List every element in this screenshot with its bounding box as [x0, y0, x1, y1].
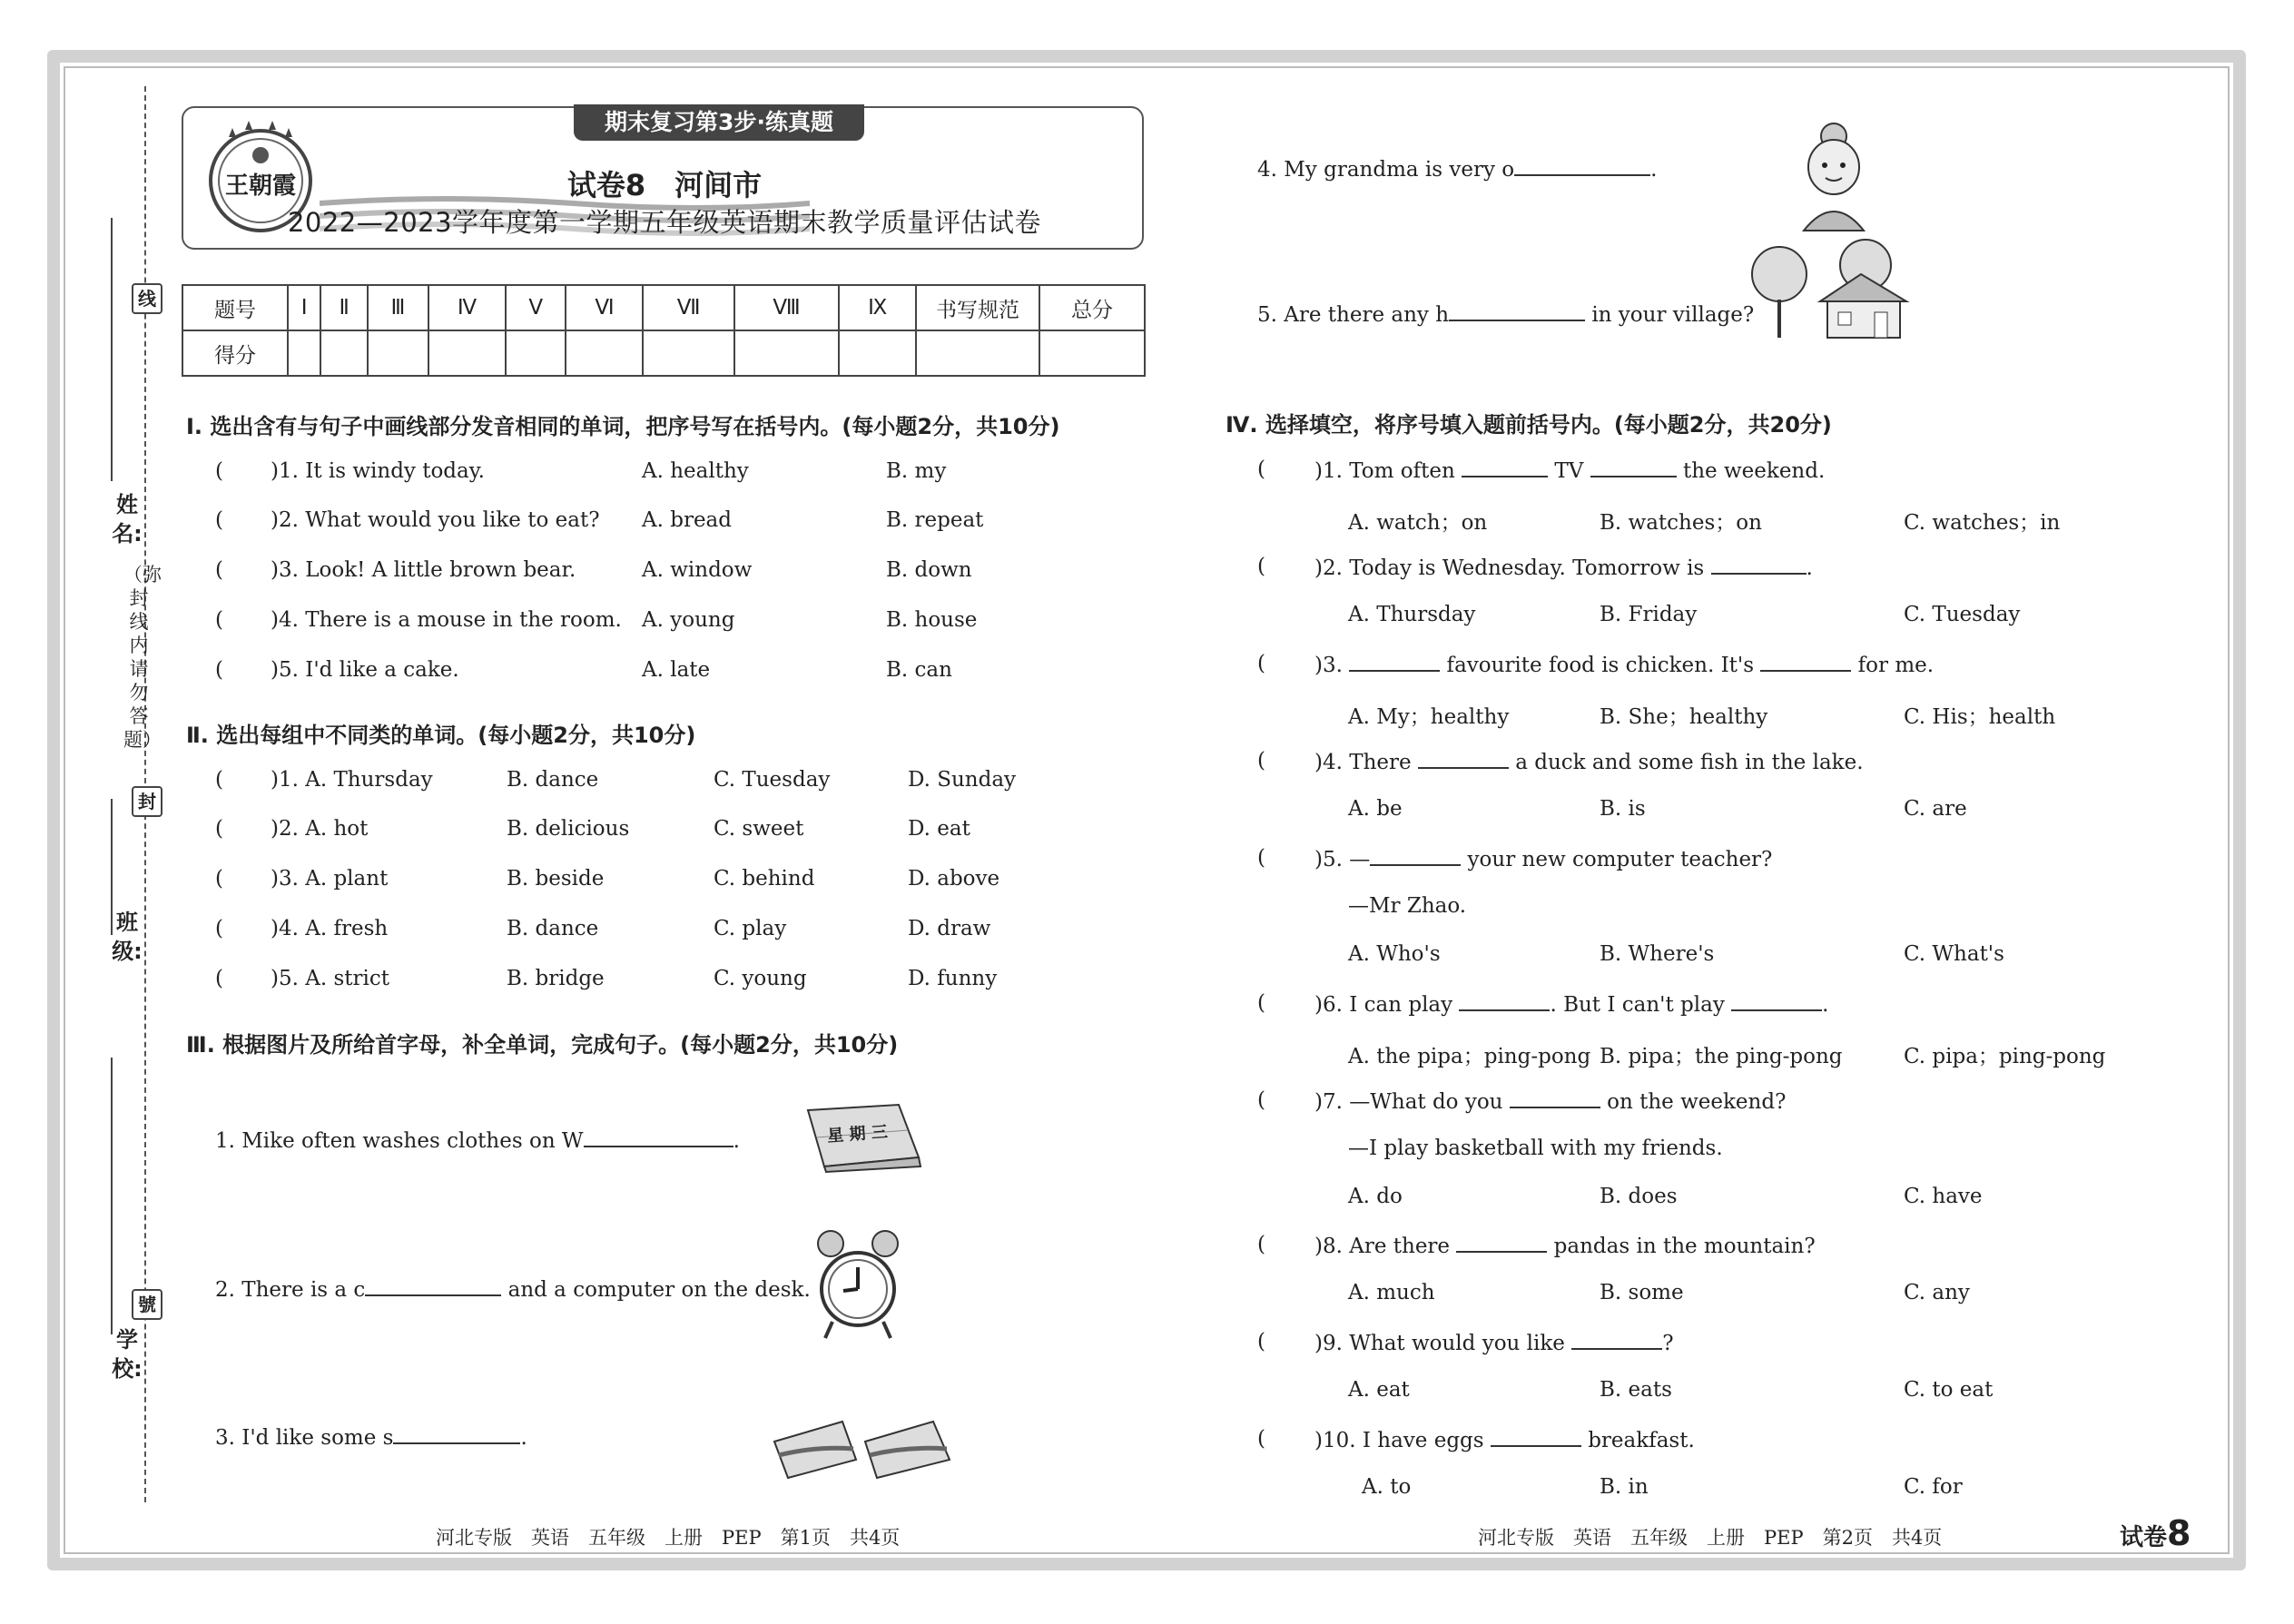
section-1-title: Ⅰ. 选出含有与句子中画线部分发音相同的单词，把序号写在括号内。(每小题2分，共10分): [186, 414, 1060, 439]
option-b: B. beside: [507, 867, 605, 891]
answer-paren[interactable]: (: [1257, 458, 1265, 481]
question-text: 2. There is a c: [215, 1278, 366, 1302]
answer-blank[interactable]: [1449, 301, 1585, 321]
score-input-cell[interactable]: [428, 330, 506, 376]
score-input-cell[interactable]: [368, 330, 428, 376]
question-text: )2. Today is Wednesday. Tomorrow is .: [1314, 556, 1813, 580]
question-text: )9. What would you like ?: [1314, 1332, 1674, 1355]
answer-paren[interactable]: (: [215, 508, 223, 532]
answer-paren[interactable]: (: [1257, 1330, 1265, 1353]
option-c: C. pipa；ping-pong: [1904, 1045, 2106, 1068]
option-b: B. watches；on: [1600, 511, 1762, 535]
option-b: B. down: [886, 558, 972, 582]
score-input-cell[interactable]: [288, 330, 320, 376]
option-b: B. Friday: [1600, 603, 1698, 626]
question-text: 3. I'd like some s: [215, 1426, 394, 1450]
option-a: A. eat: [1348, 1378, 1410, 1402]
seal-xian: 线: [132, 283, 162, 314]
score-input-cell[interactable]: [839, 330, 916, 376]
option-a: A. be: [1348, 797, 1403, 821]
question-text: )1. It is windy today.: [271, 459, 485, 483]
table-cell: Ⅰ: [288, 285, 320, 330]
fill-question-5: [1257, 301, 1754, 327]
logo-text: 王朝霞: [224, 172, 297, 200]
option-a: A. Thursday: [1348, 603, 1476, 626]
alarm-clock-icon: [812, 1224, 903, 1346]
score-input-cell[interactable]: [320, 330, 368, 376]
answer-paren[interactable]: (: [215, 658, 223, 682]
option-c: C. to eat: [1904, 1378, 1994, 1402]
answer-paren[interactable]: (: [215, 608, 223, 632]
answer-blank[interactable]: [1731, 991, 1822, 1011]
question-text: )1. Tom often TV the weekend.: [1314, 459, 1826, 483]
table-cell: Ⅶ: [643, 285, 733, 330]
question-text: )4. There a duck and some fish in the lake.: [1314, 751, 1864, 774]
option-c: C. watches；in: [1904, 511, 2061, 535]
option-b: B. pipa；the ping-pong: [1600, 1045, 1843, 1068]
score-input-cell[interactable]: [1039, 330, 1145, 376]
dialogue-reply: —Mr Zhao.: [1348, 894, 1467, 918]
option-b: B. can: [886, 658, 952, 682]
question-text: )3. A. plant: [271, 867, 389, 891]
question-text: )3. Look! A little brown bear.: [271, 558, 576, 582]
question-text: )6. I can play . But I can't play .: [1314, 993, 1829, 1017]
answer-paren[interactable]: (: [215, 459, 223, 483]
answer-blank[interactable]: [1491, 1427, 1581, 1447]
question-tail: and a computer on the desk.: [501, 1278, 811, 1302]
question-text: )5. A. strict: [271, 967, 389, 990]
answer-blank[interactable]: [1590, 458, 1677, 477]
answer-paren[interactable]: (: [1257, 652, 1265, 675]
table-cell: 书写规范: [916, 285, 1039, 330]
question-text: )3. favourite food is chicken. It's for me.: [1314, 654, 1935, 677]
answer-paren[interactable]: (: [1257, 1088, 1265, 1112]
option-b: B. dance: [507, 768, 599, 792]
option-c: C. are: [1904, 797, 1967, 821]
table-cell: Ⅵ: [566, 285, 643, 330]
question-text: 5. Are there any h: [1257, 303, 1450, 327]
question-text: )4. There is a mouse in the room.: [271, 608, 622, 632]
answer-paren[interactable]: (: [1257, 1233, 1265, 1256]
option-a: A. window: [642, 558, 753, 582]
answer-blank[interactable]: [1514, 156, 1650, 176]
option-a: A. young: [642, 608, 735, 632]
option-c: C. young: [714, 967, 807, 990]
name-write-line: [111, 218, 113, 481]
table-cell: Ⅲ: [368, 285, 428, 330]
option-d: D. eat: [908, 817, 970, 841]
option-b: B. dance: [507, 917, 599, 940]
question-text: )5. I'd like a cake.: [271, 658, 459, 682]
option-b: B. eats: [1600, 1378, 1672, 1402]
answer-blank[interactable]: [584, 1127, 733, 1147]
option-b: B. my: [886, 459, 947, 483]
school-label: 学校:: [112, 1327, 143, 1382]
option-a: A. healthy: [642, 459, 749, 483]
score-table: [182, 284, 1146, 377]
option-a: A. much: [1348, 1281, 1435, 1304]
answer-paren[interactable]: (: [215, 817, 223, 841]
table-cell: 得分: [182, 330, 288, 376]
paper-tag: [2120, 1513, 2191, 1553]
question-text: )7. —What do you on the weekend?: [1314, 1090, 1787, 1114]
answer-blank[interactable]: [365, 1276, 501, 1296]
answer-blank[interactable]: [1418, 749, 1509, 769]
answer-paren[interactable]: (: [215, 768, 223, 792]
question-text: )2. A. hot: [271, 817, 369, 841]
answer-blank[interactable]: [1571, 1330, 1662, 1350]
table-cell: Ⅱ: [320, 285, 368, 330]
score-input-cell[interactable]: [916, 330, 1039, 376]
dialogue-reply: —I play basketball with my friends.: [1348, 1137, 1723, 1160]
question-text: )8. Are there pandas in the mountain?: [1314, 1235, 1816, 1258]
exam-header: [182, 106, 1144, 250]
footer-left: 河北专版 英语 五年级 上册 PEP 第1页 共4页: [436, 1527, 901, 1549]
houses-picture: [1748, 238, 1920, 351]
question-text: )1. A. Thursday: [271, 768, 433, 792]
question-tail: .: [1650, 158, 1658, 182]
option-c: C. for: [1904, 1475, 1963, 1499]
option-d: D. Sunday: [908, 768, 1017, 792]
option-c: C. have: [1904, 1185, 1983, 1208]
score-table-score-row: [182, 330, 1145, 376]
table-cell: 总分: [1039, 285, 1145, 330]
option-c: C. play: [714, 917, 787, 940]
question-text: )10. I have eggs breakfast.: [1314, 1429, 1695, 1452]
seal-hao: 號: [132, 1289, 162, 1320]
option-a: A. late: [642, 658, 711, 682]
class-label: 班级:: [112, 910, 143, 964]
seal-feng: 封: [132, 786, 162, 817]
name-label: 姓名:: [112, 492, 143, 546]
option-b: B. repeat: [886, 508, 984, 532]
answer-blank[interactable]: [1456, 1233, 1547, 1253]
option-a: A. bread: [642, 508, 732, 532]
grandma-picture: [1793, 120, 1875, 233]
option-b: B. Where's: [1600, 942, 1715, 966]
question-text: 4. My grandma is very o: [1257, 158, 1515, 182]
option-b: B. house: [886, 608, 978, 632]
answer-paren[interactable]: (: [215, 867, 223, 891]
exam-subtitle: 2022—2023学年度第一学期五年级英语期末教学质量评估试卷: [287, 207, 1042, 238]
score-input-cell[interactable]: [506, 330, 566, 376]
section-3-title: Ⅲ. 根据图片及所给首字母，补全单词，完成句子。(每小题2分，共10分): [186, 1032, 899, 1058]
question-tail: .: [733, 1129, 740, 1153]
option-c: C. What's: [1904, 942, 2004, 966]
option-b: B. does: [1600, 1185, 1678, 1208]
question-text: )4. A. fresh: [271, 917, 389, 940]
answer-paren[interactable]: (: [1257, 555, 1265, 578]
option-d: D. above: [908, 867, 1000, 891]
answer-blank[interactable]: [1370, 846, 1461, 866]
option-c: C. Tuesday: [1904, 603, 2021, 626]
option-a: A. My；healthy: [1348, 705, 1510, 729]
option-c: C. Tuesday: [714, 768, 831, 792]
option-b: B. She；healthy: [1600, 705, 1768, 729]
answer-blank[interactable]: [1459, 991, 1550, 1011]
section-2-title: Ⅱ. 选出每组中不同类的单词。(每小题2分，共10分): [186, 723, 696, 748]
fill-question-4: [1257, 156, 1657, 182]
question-tail: .: [520, 1426, 527, 1450]
answer-paren[interactable]: (: [215, 967, 223, 990]
option-b: B. some: [1600, 1281, 1684, 1304]
question-text: )5. — your new computer teacher?: [1314, 848, 1773, 871]
table-cell: Ⅴ: [506, 285, 566, 330]
sandwich-picture: [770, 1414, 956, 1482]
answer-blank[interactable]: [1510, 1088, 1600, 1108]
table-cell: Ⅳ: [428, 285, 506, 330]
table-cell: 题号: [182, 285, 288, 330]
option-a: A. watch；on: [1348, 511, 1488, 535]
section-4-title: Ⅳ. 选择填空，将序号填入题前括号内。(每小题2分，共20分): [1226, 412, 1832, 438]
question-tail: in your village?: [1585, 303, 1755, 327]
option-b: B. is: [1600, 797, 1646, 821]
option-a: A. the pipa；ping-pong: [1348, 1045, 1591, 1068]
option-b: B. bridge: [507, 967, 605, 990]
option-c: C. sweet: [714, 817, 804, 841]
calendar-picture: [799, 1101, 926, 1174]
table-cell: Ⅸ: [839, 285, 916, 330]
paper-tag-number: 8: [2167, 1513, 2191, 1553]
school-write-line: [111, 1058, 113, 1334]
option-a: A. do: [1348, 1185, 1403, 1208]
option-b: B. delicious: [507, 817, 630, 841]
answer-blank[interactable]: [393, 1424, 520, 1444]
review-banner: 期末复习第3步·练真题: [574, 104, 864, 141]
option-d: D. draw: [908, 917, 991, 940]
option-a: A. to: [1362, 1475, 1412, 1499]
exam-title: 试卷8 河间市: [566, 168, 763, 202]
fill-question-2: [215, 1276, 811, 1302]
answer-blank[interactable]: [1760, 652, 1851, 672]
answer-blank[interactable]: [1711, 555, 1807, 575]
answer-paren[interactable]: (: [1257, 1427, 1265, 1451]
answer-paren[interactable]: (: [215, 558, 223, 582]
score-table-header-row: [182, 285, 1145, 330]
option-b: B. in: [1600, 1475, 1649, 1499]
answer-paren[interactable]: (: [1257, 846, 1265, 870]
fill-question-1: [215, 1127, 740, 1153]
option-c: C. His；health: [1904, 705, 2056, 729]
answer-paren[interactable]: (: [215, 917, 223, 940]
option-a: A. Who's: [1348, 942, 1441, 966]
option-c: C. any: [1904, 1281, 1970, 1304]
option-c: C. behind: [714, 867, 815, 891]
answer-blank[interactable]: [1349, 652, 1440, 672]
answer-blank[interactable]: [1462, 458, 1548, 477]
fill-question-3: [215, 1424, 527, 1450]
question-text: )2. What would you like to eat?: [271, 508, 600, 532]
paper-tag-label: 试卷: [2120, 1524, 2168, 1551]
table-cell: Ⅷ: [734, 285, 840, 330]
calendar-text: 星 期 三: [826, 1122, 889, 1147]
score-input-cell[interactable]: [566, 330, 643, 376]
question-text: 1. Mike often washes clothes on W: [215, 1129, 584, 1153]
score-input-cell[interactable]: [643, 330, 733, 376]
seal-note: （弥封线内请勿答题）: [123, 564, 162, 751]
score-input-cell[interactable]: [734, 330, 840, 376]
option-d: D. funny: [908, 967, 998, 990]
answer-paren[interactable]: (: [1257, 991, 1265, 1015]
footer-right: 河北专版 英语 五年级 上册 PEP 第2页 共4页: [1478, 1527, 1943, 1549]
answer-paren[interactable]: (: [1257, 749, 1265, 773]
